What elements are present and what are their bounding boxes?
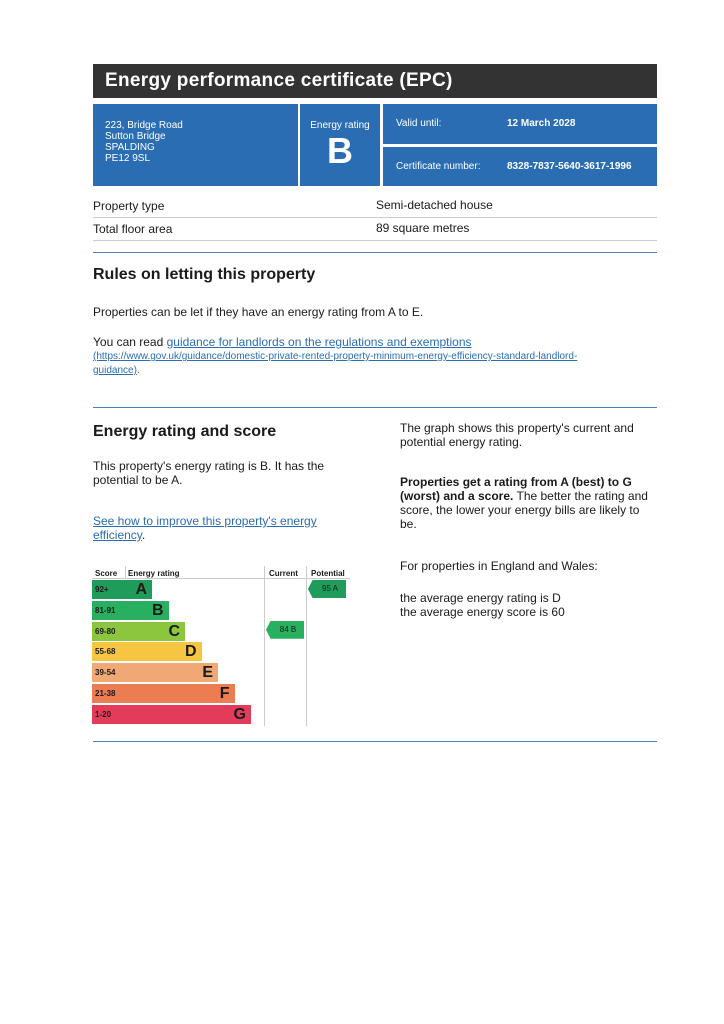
rating-band-letter: G — [233, 705, 246, 723]
page-title: Energy performance certificate (EPC) — [93, 64, 657, 98]
rating-band-d — [92, 642, 202, 661]
chart-header-potential: Potential — [311, 569, 345, 578]
valid-until-value: 12 March 2028 — [507, 118, 576, 129]
address-line-3: SPALDING — [105, 142, 155, 153]
letting-paragraph: Properties can be let if they have an energy rating from A to E. — [93, 305, 424, 319]
average-rating: the average energy rating is D — [400, 591, 561, 605]
address-line-4: PE12 9SL — [105, 153, 151, 164]
current-rating-arrow — [266, 621, 304, 639]
rating-band-letter: F — [219, 685, 230, 702]
rating-band-b — [92, 601, 169, 620]
certificate-number-box — [383, 147, 657, 186]
improve-efficiency-suffix: . — [141, 528, 146, 542]
rating-band-letter: B — [151, 601, 164, 619]
landlord-guidance-url-line1[interactable]: (https://www.gov.uk/guidance/domestic-private-rented-property-minimum-energy-efficiency-standard-landlord- — [93, 351, 578, 362]
rating-band-letter: E — [202, 664, 213, 682]
valid-until-box — [383, 104, 657, 144]
average-score: the average energy score is 60 — [400, 605, 565, 619]
valid-until-label: Valid until: — [396, 118, 442, 129]
address-line-2: Sutton Bridge — [105, 131, 166, 142]
potential-rating-arrow-label: 95 A — [321, 584, 338, 593]
chart-header-rating: Energy rating — [128, 569, 180, 578]
chart-header-current: Current — [269, 569, 298, 578]
rating-band-range: 39-54 — [95, 668, 116, 678]
chart-header-score: Score — [95, 569, 118, 578]
improve-efficiency — [93, 514, 348, 542]
current-rating-arrow-label: 84 B — [279, 624, 297, 634]
rating-band-range: 92+ — [95, 585, 109, 594]
landlord-guidance-suffix: . — [136, 365, 140, 376]
floor-area-row — [93, 218, 657, 241]
rating-band-f — [92, 684, 235, 703]
letting-guidance — [93, 335, 653, 349]
property-type-value: Semi-detached house — [376, 198, 493, 212]
energy-rating-value: B — [327, 130, 353, 171]
floor-area-label: Total floor area — [93, 222, 173, 236]
floor-area-value: 89 square metres — [376, 221, 470, 235]
certificate-number-label: Certificate number: — [396, 161, 481, 172]
rating-explanation-bold: Properties get a rating from A (best) to G (worst) and a score. — [400, 475, 632, 503]
address-line-1: 223, Bridge Road — [105, 120, 183, 131]
chart-grid-line — [264, 566, 265, 726]
rating-explanation-rest: The better the rating and score, the lower your energy bills are likely to be. — [400, 489, 648, 531]
landlord-guidance-url-line2[interactable]: guidance) — [93, 365, 137, 376]
rating-band-letter: D — [184, 643, 197, 661]
chart-header-rule — [92, 578, 350, 579]
energy-rating-box — [300, 104, 380, 186]
letting-heading: Rules on letting this property — [93, 266, 316, 283]
score-paragraph: This property's energy rating is B. It has the potential to be A. — [93, 459, 325, 487]
section-divider — [93, 741, 657, 742]
rating-band-g — [92, 705, 251, 724]
rating-band-range: 21-38 — [95, 689, 116, 698]
property-type-row — [93, 195, 657, 218]
potential-rating-arrow — [308, 580, 346, 598]
chart-grid-line — [125, 566, 126, 578]
rating-band-letter: C — [168, 622, 180, 640]
rating-band-range: 81-91 — [95, 605, 116, 615]
epc-rating-chart — [92, 566, 350, 728]
graph-description: The graph shows this property's current and potential energy rating. — [400, 421, 634, 449]
rating-band-e — [92, 663, 218, 682]
property-address — [93, 104, 298, 186]
rating-band-range: 69-80 — [95, 626, 116, 636]
rating-band-a — [92, 580, 152, 599]
rating-band-range: 55-68 — [95, 647, 116, 657]
section-divider — [93, 407, 657, 408]
improve-efficiency-link[interactable]: See how to improve this property's energy efficiency — [93, 514, 317, 542]
property-type-label: Property type — [93, 199, 165, 213]
rating-band-range: 1-20 — [95, 709, 112, 719]
energy-rating-label: Energy rating — [310, 120, 370, 131]
rating-band-c — [92, 622, 185, 641]
chart-grid-line — [306, 566, 307, 726]
certificate-number-value: 8328-7837-5640-3617-1996 — [507, 161, 632, 172]
england-wales-intro: For properties in England and Wales: — [400, 559, 598, 573]
rating-explanation — [400, 475, 650, 531]
section-divider — [93, 252, 657, 253]
score-heading: Energy rating and score — [93, 423, 277, 440]
rating-band-letter: A — [135, 581, 147, 598]
landlord-guidance-link[interactable]: guidance for landlords on the regulations and exemptions — [166, 335, 472, 349]
landlord-guidance-url[interactable] — [93, 350, 653, 378]
letting-guidance-prefix: You can read — [93, 335, 167, 349]
